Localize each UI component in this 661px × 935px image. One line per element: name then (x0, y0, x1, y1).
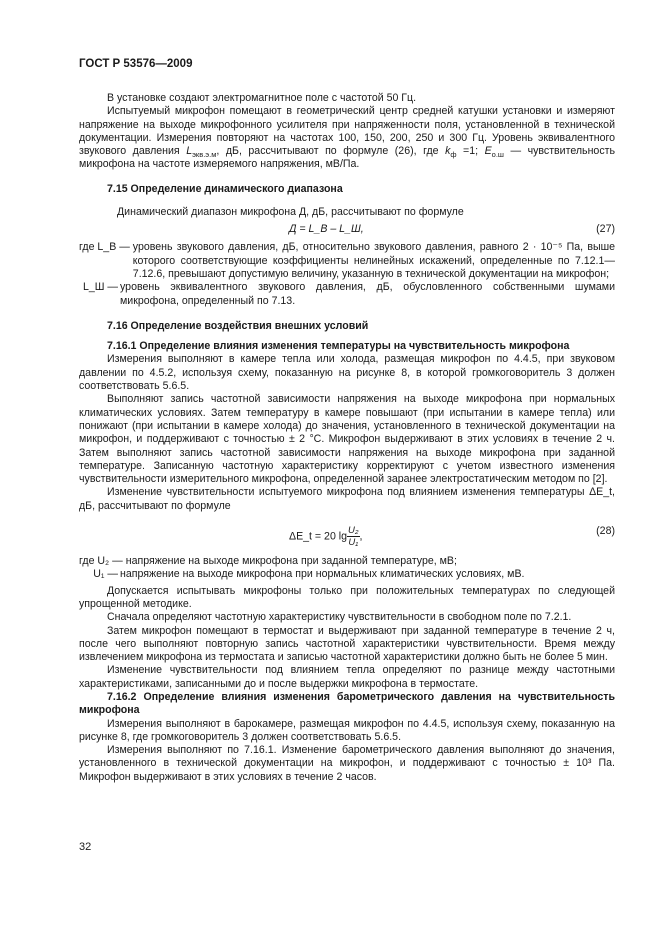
paragraph: Выполняют запись частотной зависимости напряжения на выходе микрофона при нормальных климатических условиях. Затем температуру в камере повышают (при испытании в камере тепла) или понижают (при испытании в камере холода) до значения, установленного в технической документации на микрофон, и поддерживают с точностью ± 2 °С. Микрофон выдерживают в этих условиях в течение 2 ч. Затем выполняют запись частотной зависимости напряжения на выходе микрофона при заданной температуре. Записанную частотную характеристику корректируют с учетом известного изменения чувствительности измерительного микрофона, определенной заранее электростатическим методом по [2]. (79, 393, 615, 486)
formula-fraction: $\frac{\text{U₂}}{\text{U₁}}$ (348, 525, 359, 549)
formula-legend-item (79, 281, 615, 308)
legend-label: где U₂ — (79, 555, 123, 568)
paragraph: В установке создают электромагнитное поле с частотой 50 Гц. (107, 92, 417, 104)
formula-number: (27) (596, 223, 615, 236)
subsection-heading-7-16-2: 7.16.2 Определение влияния изменения барометрического давления на чувствительность микрофона (79, 690, 615, 717)
paragraph: Изменение чувствительности под влиянием тепла определяют по разнице между частотными характеристиками, записанными до и после выдержки микрофона в термостате. (79, 664, 615, 690)
formula-legend-item (79, 241, 615, 281)
subsection-heading-7-16-1: 7.16.1 Определение влияния изменения температуры на чувствительность микрофона (107, 340, 570, 353)
legend-label: L_Ш — (82, 281, 118, 294)
formula-legend-item (79, 555, 615, 568)
formula-legend-item (79, 568, 615, 581)
formula-expression: ΔE_t = 20 lg $\frac{\text{U₂}}{\text{U₁}}$ , (289, 525, 363, 549)
legend-text: напряжение на выходе микрофона при заданной температуре, мВ; (125, 555, 457, 568)
legend-text: уровень эквивалентного звукового давления, дБ, обусловленного собственными шумами микрофона, определенный по 7.13. (120, 281, 615, 307)
page-number: 32 (79, 841, 92, 853)
formula-expression: Д = L_В – L_Ш, (289, 223, 364, 236)
standard-header: ГОСТ Р 53576—2009 (79, 58, 193, 70)
paragraph: Динамический диапазон микрофона Д, дБ, рассчитывают по формуле (117, 206, 464, 219)
paragraph: Испытуемый микрофон помещают в геометрический центр средней катушки установки и измеряют напряжение на выходе микрофонного усилителя при напряженности поля, установленной в технической документации. Измерения повторяют на частотах 100, 150, 200, 250 и 300 Гц. Уровень эквивалентного звукового давления $L_{экв.э.м}$, дБ, рассчитывают по формуле (26), где $k_ф =1$; $E_{о.ш}$ — чувствительность микрофона на частоте измеряемого напряжения, мВ/Па. (79, 105, 615, 171)
paragraph: Сначала определяют частотную характеристику чувствительности в свободном поле по 7.2.1. (107, 611, 572, 624)
paragraph: Измерения выполняют в камере тепла или холода, размещая микрофон по 4.4.5, при звуковом давлении по 4.5.2, используя схему, показанную на рисунке 8, в которой громкоговоритель 3 должен соответствовать 5.6.5. (79, 353, 615, 393)
section-heading-7-16: 7.16 Определение воздействия внешних условий (107, 319, 369, 332)
paragraph: Допускается испытывать микрофоны только при положительных температурах по следующей упрощенной методике. (79, 584, 615, 610)
formula-27 (79, 219, 615, 241)
paragraph: Затем микрофон помещают в термостат и выдерживают при заданной температуре в течение 2 ч, после чего выполняют повторную запись частотной характеристики чувствительности. Время между извлечением микрофона из термостата и записью частотной характеристики должно быть не более 5 мин. (79, 624, 615, 664)
legend-label: U₁ — (93, 568, 118, 581)
legend-label: где L_В — (79, 241, 130, 254)
paragraph: Измерения выполняют по 7.16.1. Изменение барометрического давления выполняют до значения, установленного в технической документации на микрофон, и поддерживают с точностью ± 10³ Па. Микрофон выдерживают в этих условиях в течение 2 часов. (79, 744, 615, 783)
section-heading-7-15: 7.15 Определение динамического диапазона (107, 182, 343, 195)
page-content (79, 92, 615, 784)
formula-28 (79, 517, 615, 553)
formula-number: (28) (596, 525, 615, 538)
legend-text: уровень звукового давления, дБ, относительно звукового давления, равного 2 · 10⁻⁵ Па, выше которого соответствующие коэффициенты нелинейных искажений, определенные по 7.12.1—7.12.6, превышают допустимую величину, указанную в технической документации на микрофон; (132, 241, 615, 280)
legend-text: напряжение на выходе микрофона при нормальных климатических условиях, мВ. (120, 568, 525, 581)
paragraph: Изменение чувствительности испытуемого микрофона под влиянием изменения температуры ΔE_t, дБ, рассчитывают по формуле (79, 486, 615, 512)
paragraph: Измерения выполняют в барокамере, размещая микрофон по 4.4.5, используя схему, показанную на рисунке 8, где громкоговоритель 3 должен соответствовать 5.6.5. (79, 717, 615, 743)
